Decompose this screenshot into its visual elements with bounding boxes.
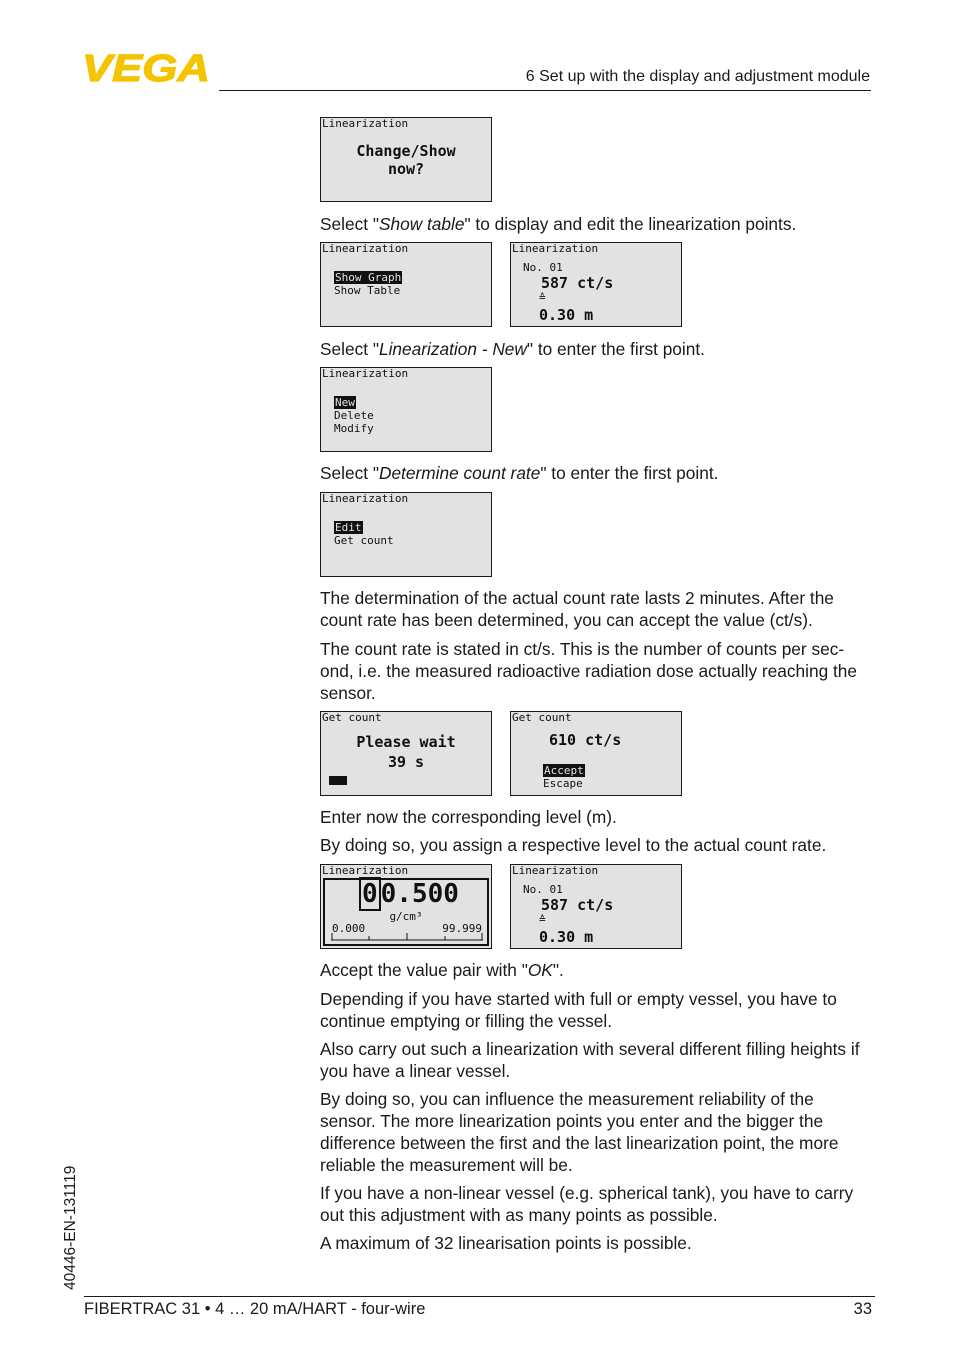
lcd-menu-item: Escape [543, 777, 583, 790]
paragraph: Depending if you have started with full or empty vessel, you have to continue emptying or filling the vessel. [320, 989, 837, 1031]
lcd-value-edit [320, 864, 492, 949]
paragraph: By doing so, you can influence the measurement reliability of the sensor. The more linearization points you enter and the bigger the difference between the first and the last linearization point, the more reliable the measurement will be. [320, 1089, 839, 1175]
lcd-lin-point [510, 864, 682, 949]
equiv-icon: ≙ [539, 291, 546, 304]
lcd-new-menu [320, 367, 492, 452]
lcd-menu-item-selected: Show Graph [335, 271, 402, 284]
lcd-count: 587 ct/s [541, 896, 614, 914]
lcd-level: 0.30 m [539, 928, 594, 946]
paragraph: Select "Determine count rate" to enter the first point. [320, 463, 719, 483]
lcd-please-wait [320, 711, 492, 796]
lcd-lin-point [510, 242, 682, 327]
header-divider [219, 90, 871, 91]
document-id: 40446-EN-131119 [62, 1165, 79, 1290]
lcd-line: 39 s [387, 753, 425, 771]
lcd-menu-item: Modify [334, 422, 374, 435]
lcd-count: 610 ct/s [549, 731, 622, 749]
lcd-min: 0.000 [332, 922, 366, 935]
paragraph: The count rate is stated in ct/s. This is the number of counts per sec-ond, i.e. the measured radioactive radiation dose actually reaching the sensor. [320, 639, 858, 703]
paragraph: If you have a non-linear vessel (e.g. spherical tank), you have to carry out this adjustment with as many points as possible. [320, 1183, 854, 1225]
lcd-title: Linearization [512, 864, 599, 877]
lcd-value: 0.500 [380, 879, 459, 909]
paragraph: Enter now the corresponding level (m). [320, 807, 617, 827]
paragraph: Also carry out such a linearization with several different filling heights if you have a linear vessel. [320, 1039, 860, 1081]
lcd-line: Change/Show [356, 142, 456, 160]
lcd-title: Get count [512, 711, 572, 724]
lcd-point-number: No. 01 [523, 883, 563, 896]
page-number: 33 [853, 1300, 872, 1318]
lcd-count: 587 ct/s [541, 274, 614, 292]
lcd-title: Linearization [322, 117, 409, 130]
lcd-cursor-digit: 0 [359, 877, 381, 911]
footer-divider [84, 1296, 875, 1297]
lcd-menu-item: Get count [334, 534, 394, 547]
footer-product: FIBERTRAC 31 • 4 … 20 mA/HART - four-wire [84, 1300, 426, 1318]
lcd-edit-menu [320, 492, 492, 577]
scale-ticks [331, 933, 483, 941]
lcd-line: now? [387, 160, 425, 178]
paragraph: By doing so, you assign a respective level to the actual count rate. [320, 835, 827, 855]
lcd-title: Linearization [322, 492, 409, 505]
lcd-menu-item-selected: Edit [335, 521, 362, 534]
lcd-title: Linearization [322, 864, 409, 877]
svg-text:VEGA: VEGA [82, 52, 210, 84]
lcd-point-number: No. 01 [523, 261, 563, 274]
lcd-level: 0.30 m [539, 306, 594, 324]
lcd-menu-item-selected: New [335, 396, 355, 409]
progress-bar [329, 776, 347, 785]
lcd-change-show [320, 117, 492, 202]
lcd-title: Get count [322, 711, 382, 724]
paragraph: Select "Show table" to display and edit the linearization points. [320, 214, 797, 234]
lcd-title: Linearization [322, 367, 409, 380]
paragraph: A maximum of 32 linearisation points is possible. [320, 1233, 692, 1253]
lcd-menu-item: Show Table [334, 284, 401, 297]
paragraph: Select "Linearization - New" to enter the first point. [320, 339, 705, 359]
section-title: 6 Set up with the display and adjustment module [525, 68, 870, 85]
lcd-accept-count [510, 711, 682, 796]
lcd-title: Linearization [512, 242, 599, 255]
lcd-title: Linearization [322, 242, 409, 255]
lcd-menu-item: Delete [334, 409, 374, 422]
paragraph: The determination of the actual count rate lasts 2 minutes. After the count rate has been determined, you can accept the value (ct/s). [320, 588, 834, 630]
equiv-icon: ≙ [539, 913, 546, 926]
paragraph: Accept the value pair with "OK". [320, 960, 564, 980]
lcd-max: 99.999 [442, 922, 482, 935]
vega-logo [82, 52, 212, 84]
lcd-menu-item-selected: Accept [544, 764, 584, 777]
lcd-unit: g/cm³ [389, 910, 423, 923]
lcd-show-menu [320, 242, 492, 327]
lcd-line: Please wait [356, 733, 456, 751]
